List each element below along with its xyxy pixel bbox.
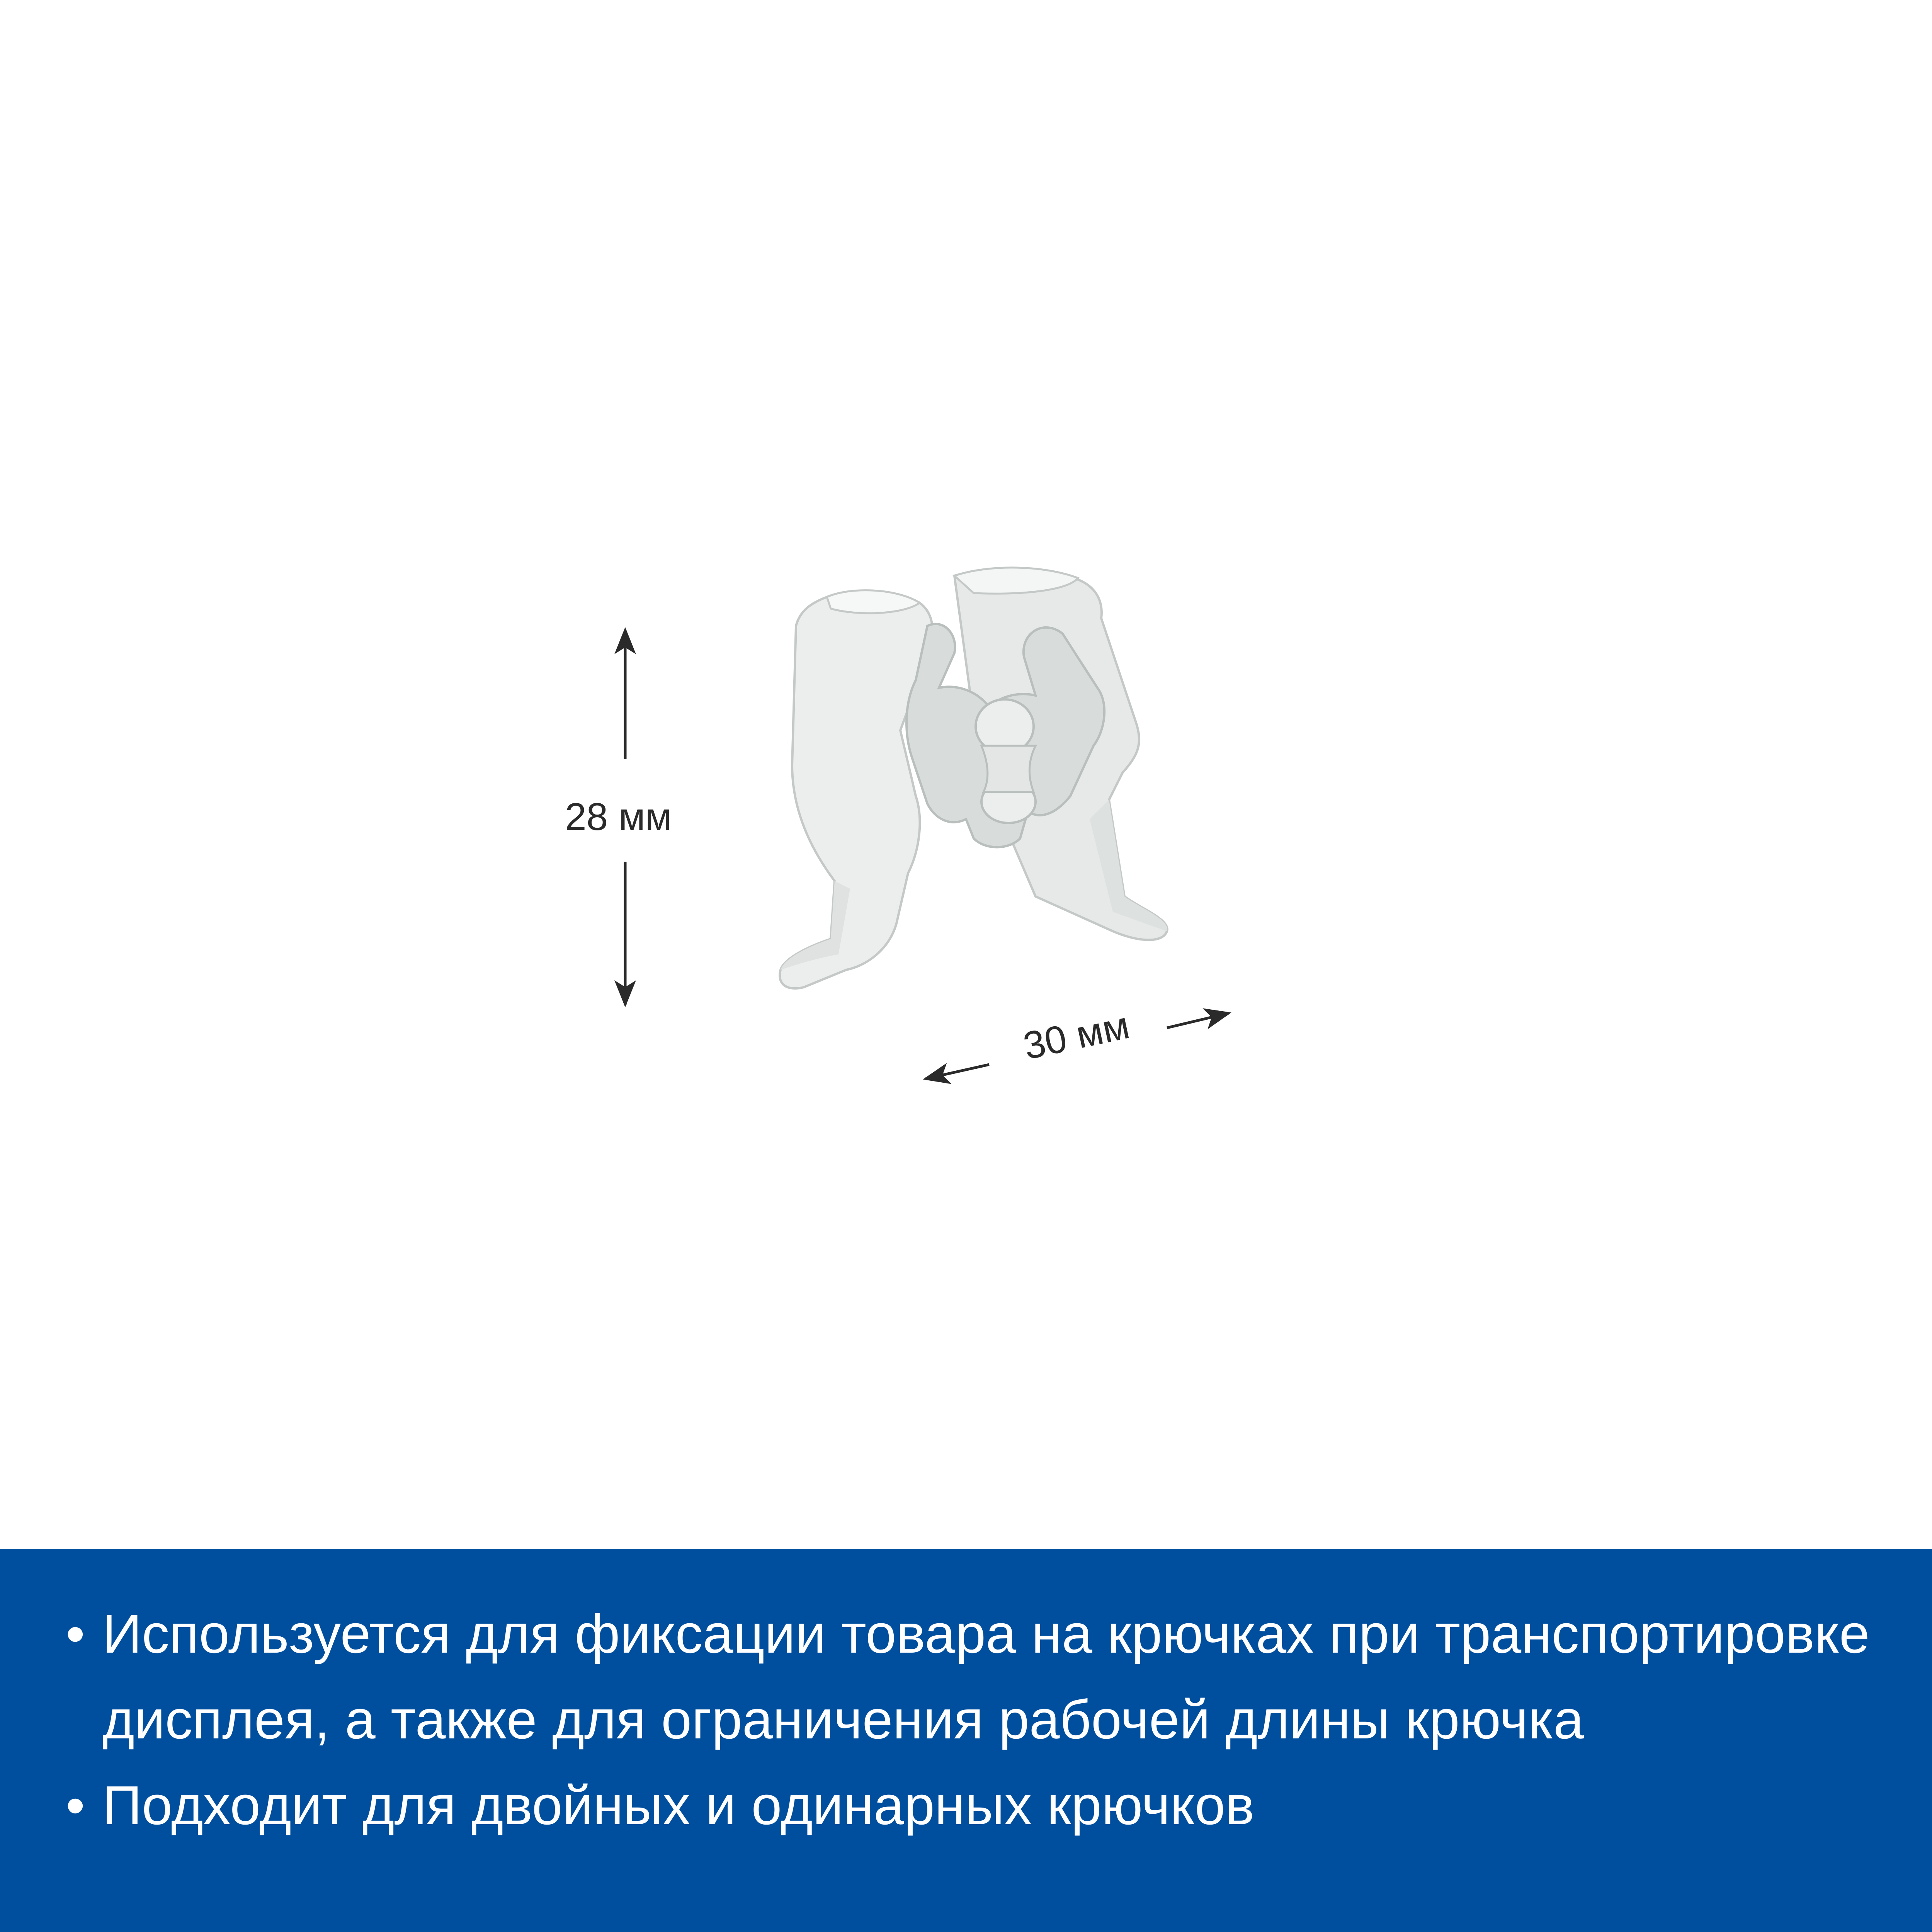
width-dimension-label: 30 мм bbox=[1019, 1003, 1133, 1068]
width-arrow-right bbox=[1167, 1013, 1229, 1028]
bullet-icon: • bbox=[66, 1775, 85, 1836]
feature-text: Используется для фиксации товара на крючках при транспортировке дисплея, а также для ограничения рабочей длины крючка bbox=[102, 1603, 1870, 1750]
hook-stopper-clip-image bbox=[780, 568, 1167, 988]
clip-front-top bbox=[827, 590, 920, 613]
clip-front-arm bbox=[780, 591, 932, 988]
height-dimension-label: 28 мм bbox=[565, 795, 672, 838]
feature-list bbox=[66, 1591, 1886, 1849]
feature-item bbox=[66, 1763, 1886, 1849]
width-arrow-left bbox=[925, 1065, 989, 1079]
feature-text: Подходит для двойных и одинарных крючков bbox=[102, 1775, 1255, 1836]
feature-item bbox=[66, 1591, 1886, 1763]
clip-center-bridge bbox=[981, 746, 1036, 792]
info-band bbox=[0, 1549, 1932, 1932]
bullet-icon: • bbox=[66, 1603, 85, 1665]
